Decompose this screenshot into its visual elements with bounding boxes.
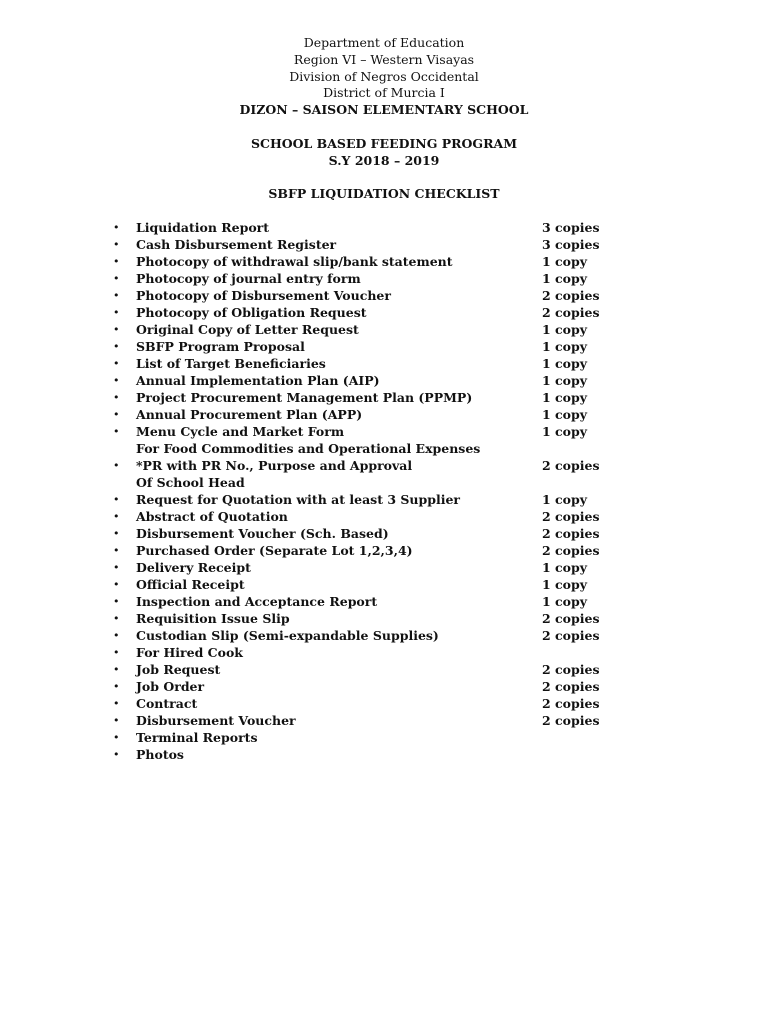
checklist-item-label: Photocopy of Disbursement Voucher: [136, 288, 391, 303]
checklist-title: SBFP LIQUIDATION CHECKLIST: [268, 186, 500, 202]
school-year: S.Y 2018 – 2019: [328, 152, 440, 168]
bullet-icon: •: [113, 748, 120, 761]
checklist-item-label: Original Copy of Letter Request: [136, 322, 359, 337]
checklist-item-quantity: 2 copies: [542, 662, 600, 677]
checklist-item-quantity: 2 copies: [542, 679, 600, 694]
bullet-icon: •: [113, 408, 120, 421]
bullet-icon: •: [113, 646, 120, 659]
checklist-item-label: Photocopy of Obligation Request: [136, 305, 367, 320]
checklist-item-label: Project Procurement Management Plan (PPMP): [136, 390, 473, 405]
checklist-item-quantity: 1 copy: [542, 560, 588, 575]
region-line: Region VI – Western Visayas: [293, 51, 475, 67]
checklist-item-quantity: 1 copy: [542, 594, 588, 609]
checklist-item-label: Photos: [136, 747, 184, 762]
bullet-icon: •: [113, 731, 120, 744]
checklist-item-quantity: 1 copy: [542, 577, 588, 592]
checklist-item-label: Delivery Receipt: [136, 560, 251, 575]
bullet-icon: •: [113, 340, 120, 353]
checklist-row: [0, 423, 768, 440]
department-line: Department of Education: [303, 35, 465, 50]
checklist-item-quantity: 2 copies: [542, 305, 600, 320]
bullet-icon: •: [113, 374, 120, 387]
bullet-icon: •: [113, 527, 120, 540]
checklist-item-quantity: 1 copy: [542, 271, 588, 286]
checklist-row: [0, 372, 768, 389]
checklist-row: [0, 508, 768, 525]
checklist-row: [0, 729, 768, 746]
bullet-icon: •: [113, 323, 120, 336]
checklist-row: [0, 610, 768, 627]
document-header: [0, 35, 768, 203]
checklist-row: [0, 695, 768, 712]
checklist-item-quantity: 2 copies: [542, 526, 600, 541]
checklist-item-label: *PR with PR No., Purpose and Approval: [136, 458, 413, 473]
checklist-item-label: Liquidation Report: [136, 220, 270, 235]
checklist-item-label: Photocopy of withdrawal slip/bank statement: [136, 254, 453, 269]
bullet-icon: •: [113, 238, 120, 251]
checklist-row: [0, 627, 768, 644]
checklist-item-quantity: 2 copies: [542, 543, 600, 558]
checklist-item-label: SBFP Program Proposal: [136, 339, 305, 354]
checklist-row: [0, 355, 768, 372]
bullet-icon: •: [113, 561, 120, 574]
bullet-icon: •: [113, 612, 120, 625]
checklist-row: [0, 321, 768, 338]
checklist-row: [0, 474, 768, 491]
checklist-item-label: List of Target Beneficiaries: [136, 356, 326, 371]
bullet-icon: •: [113, 595, 120, 608]
bullet-icon: •: [113, 544, 120, 557]
bullet-icon: •: [113, 425, 120, 438]
checklist-row: [0, 457, 768, 474]
bullet-icon: •: [113, 510, 120, 523]
checklist-row: [0, 559, 768, 576]
bullet-icon: •: [113, 663, 120, 676]
checklist-item-label: Disbursement Voucher: [136, 713, 296, 728]
checklist-item-label: Abstract of Quotation: [136, 509, 288, 524]
district-line: District of Murcia I: [323, 85, 445, 101]
checklist-row: [0, 746, 768, 763]
checklist-row: [0, 270, 768, 287]
checklist-item-label: Job Request: [136, 662, 221, 677]
checklist-row: [0, 661, 768, 678]
checklist-item-quantity: 2 copies: [542, 611, 600, 626]
checklist-item-label: Custodian Slip (Semi-expandable Supplies): [136, 628, 439, 643]
checklist-item-label: Annual Implementation Plan (AIP): [136, 373, 380, 388]
bullet-icon: •: [113, 714, 120, 727]
checklist-row: [0, 491, 768, 508]
bullet-icon: •: [113, 272, 120, 285]
bullet-icon: •: [113, 680, 120, 693]
checklist-row: [0, 644, 768, 661]
checklist-item-quantity: 1 copy: [542, 492, 588, 507]
checklist-item-quantity: 1 copy: [542, 322, 588, 337]
division-line: Division of Negros Occidental: [289, 68, 479, 84]
checklist-row: [0, 678, 768, 695]
checklist-item-label: Purchased Order (Separate Lot 1,2,3,4): [136, 543, 413, 558]
checklist-row: [0, 440, 768, 457]
checklist-item-label: Requisition Issue Slip: [136, 611, 290, 626]
checklist-row: [0, 253, 768, 270]
checklist-item-label: Menu Cycle and Market Form: [136, 424, 345, 439]
checklist-item-quantity: 1 copy: [542, 339, 588, 354]
bullet-icon: •: [113, 459, 120, 472]
bullet-icon: •: [113, 697, 120, 710]
checklist-row: [0, 542, 768, 559]
checklist-item-quantity: 1 copy: [542, 254, 588, 269]
checklist-item-label: Job Order: [136, 679, 205, 694]
checklist-item-label: Photocopy of journal entry form: [136, 271, 361, 286]
checklist-item-quantity: 1 copy: [542, 356, 588, 371]
bullet-icon: •: [113, 391, 120, 404]
checklist-item-label: Terminal Reports: [136, 730, 258, 745]
checklist-row: [0, 593, 768, 610]
bullet-icon: •: [113, 493, 120, 506]
checklist-row: [0, 338, 768, 355]
checklist-item-quantity: 2 copies: [542, 713, 600, 728]
bullet-icon: •: [113, 221, 120, 234]
checklist-item-label: For Hired Cook: [136, 645, 243, 660]
checklist-row: [0, 406, 768, 423]
program-title: SCHOOL BASED FEEDING PROGRAM: [250, 135, 518, 151]
checklist-item-label: For Food Commodities and Operational Expenses: [136, 441, 481, 456]
checklist-row: [0, 525, 768, 542]
checklist-item-label: Disbursement Voucher (Sch. Based): [136, 526, 389, 541]
checklist-item-quantity: 1 copy: [542, 390, 588, 405]
checklist-item-label: Annual Procurement Plan (APP): [136, 407, 363, 422]
bullet-icon: •: [113, 289, 120, 302]
checklist-row: [0, 389, 768, 406]
checklist-item-label: Request for Quotation with at least 3 Supplier: [136, 492, 461, 507]
checklist-item-label: Official Receipt: [136, 577, 245, 592]
checklist-item-quantity: 1 copy: [542, 424, 588, 439]
checklist-item-quantity: 3 copies: [542, 237, 600, 252]
checklist-item-quantity: 2 copies: [542, 288, 600, 303]
checklist-item-quantity: 2 copies: [542, 628, 600, 643]
checklist-item-quantity: 2 copies: [542, 696, 600, 711]
checklist-row: [0, 287, 768, 304]
checklist-item-label: Inspection and Acceptance Report: [136, 594, 378, 609]
school-name: DIZON – SAISON ELEMENTARY SCHOOL: [239, 102, 529, 118]
checklist-item-label: Cash Disbursement Register: [136, 237, 337, 252]
checklist-row: [0, 712, 768, 729]
bullet-icon: •: [113, 306, 120, 319]
checklist-row: [0, 236, 768, 253]
bullet-icon: •: [113, 578, 120, 591]
checklist-item-quantity: 2 copies: [542, 509, 600, 524]
liquidation-checklist: [0, 219, 768, 763]
checklist-row: [0, 576, 768, 593]
checklist-item-label: Contract: [136, 696, 198, 711]
checklist-item-quantity: 2 copies: [542, 458, 600, 473]
checklist-item-quantity: 1 copy: [542, 407, 588, 422]
checklist-item-label: Of School Head: [136, 475, 245, 490]
checklist-row: [0, 304, 768, 321]
checklist-item-quantity: 1 copy: [542, 373, 588, 388]
bullet-icon: •: [113, 255, 120, 268]
bullet-icon: •: [113, 629, 120, 642]
bullet-icon: •: [113, 357, 120, 370]
checklist-item-quantity: 3 copies: [542, 220, 600, 235]
checklist-row: [0, 219, 768, 236]
